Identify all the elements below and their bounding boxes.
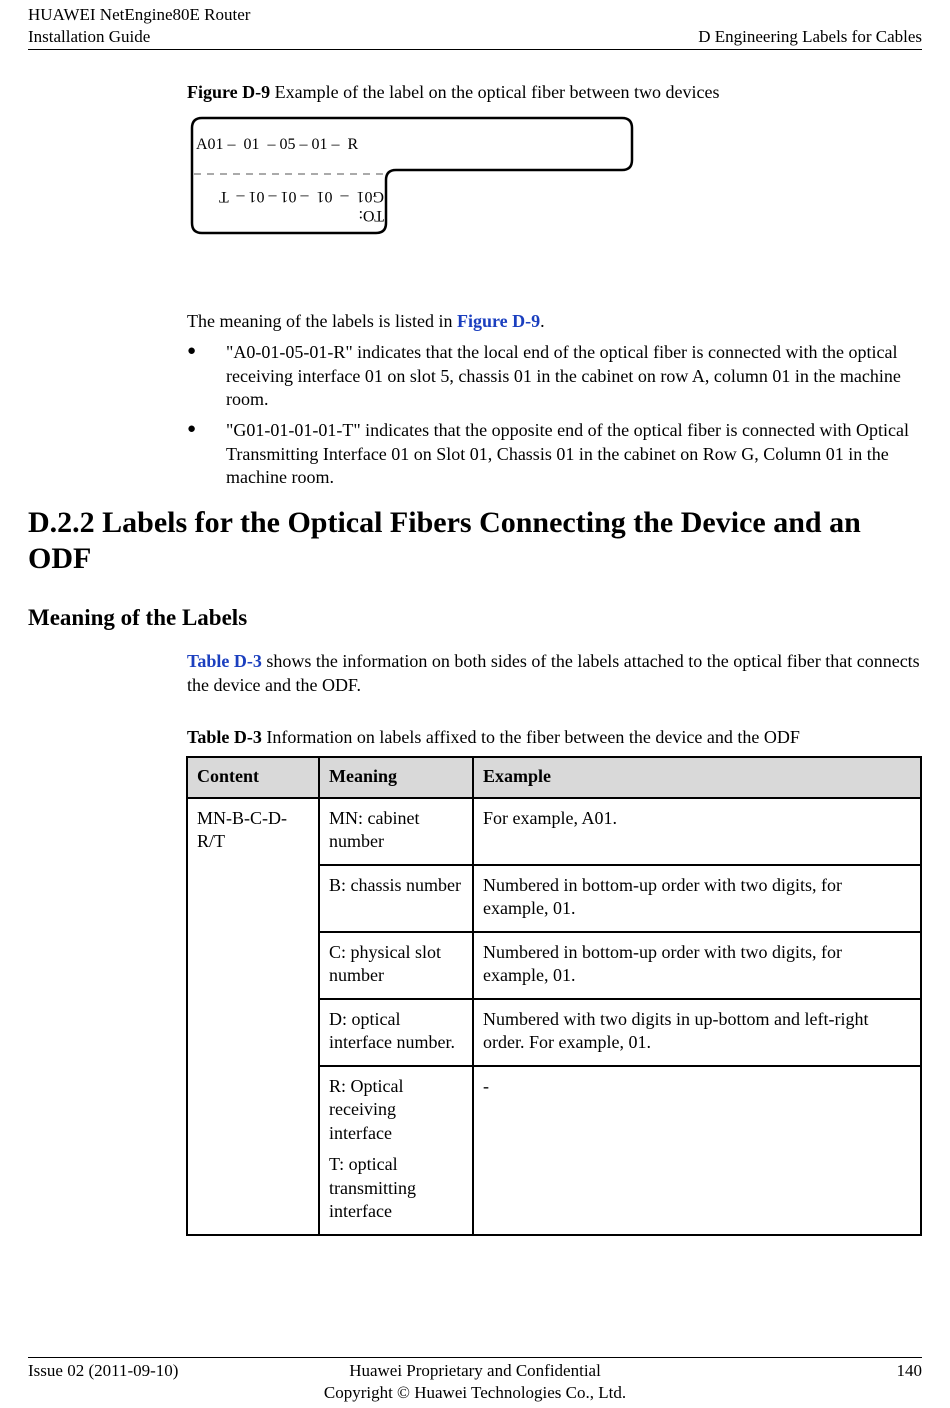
meaning-cell: C: physical slot number [319, 932, 473, 999]
intro-text: The meaning of the labels is listed in [187, 311, 457, 331]
example-cell: For example, A01. [473, 798, 921, 865]
table-header-row [187, 757, 921, 798]
column-header-example: Example [473, 757, 921, 798]
bullet-item-local: "A0-01-05-01-R" indicates that the local end of the optical fiber is connected with the optical receiving interface 01 on slot 5, chassis 01 in the cabinet on row A, column 01 in the machine room. [226, 342, 901, 409]
footer-center [0, 1360, 950, 1404]
meaning-cell: B: chassis number [319, 865, 473, 932]
labels-table [186, 756, 922, 1236]
table-intro-text: shows the information on both sides of the labels attached to the optical fiber that connects the device and the ODF. [187, 651, 920, 695]
label-local-end: A01 – 01 – 05 – 01 – R [196, 136, 359, 153]
figure-caption [187, 82, 720, 103]
table-caption [187, 726, 922, 750]
column-header-meaning: Meaning [319, 757, 473, 798]
figure-link[interactable]: Figure D-9 [456, 311, 541, 331]
table-link[interactable]: Table D-3 [187, 651, 262, 671]
content-value: MN-B-C-D-R/T [197, 807, 287, 851]
figure-caption-text: Example of the label on the optical fiber between two devices [270, 82, 720, 102]
footer-page-number: 140 [896, 1361, 922, 1380]
content-cell [187, 798, 319, 1235]
subsection-heading: Meaning of the Labels [28, 605, 248, 630]
example-cell: Numbered in bottom-up order with two digits, for example, 01. [473, 865, 921, 932]
label-opposite-end-flipped: TO: G01 – 01 – 01 – 01 – T [218, 188, 384, 224]
table-caption-text: Information on labels affixed to the fiber between the device and the ODF [261, 727, 800, 747]
figure-number: Figure D-9 [187, 82, 271, 102]
meaning-receiving: R: Optical receiving interface [329, 1075, 404, 1143]
bullet-dot: ● [187, 421, 197, 437]
example-cell: Numbered with two digits in up-bottom and left-right order. For example, 01. [473, 999, 921, 1066]
bullet-dot: ● [187, 343, 197, 359]
header-product: HUAWEI NetEngine80E Router [28, 5, 251, 24]
section-heading: D.2.2 Labels for the Optical Fibers Connecting the Device and an ODF [28, 506, 861, 575]
table-row [187, 798, 921, 865]
meaning-transmitting: T: optical transmitting interface [329, 1154, 416, 1221]
header-doc-title: Installation Guide [28, 27, 151, 46]
footer-copyright: Copyright © Huawei Technologies Co., Ltd. [323, 1383, 627, 1402]
meaning-cell: MN: cabinet number [319, 798, 473, 865]
meaning-cell: D: optical interface number. [319, 999, 473, 1066]
example-cell: Numbered in bottom-up order with two digits, for example, 01. [473, 932, 921, 999]
fiber-label-figure [186, 115, 636, 237]
table-intro-paragraph [187, 650, 922, 697]
footer-issue: Issue 02 (2011-09-10) [28, 1361, 179, 1380]
header-rule [28, 49, 922, 50]
meaning-cell [319, 1066, 473, 1235]
footer-rule [28, 1357, 922, 1358]
column-header-content: Content [187, 757, 319, 798]
header-chapter: D Engineering Labels for Cables [698, 27, 922, 46]
intro-end: . [540, 311, 545, 331]
intro-paragraph [187, 310, 922, 334]
example-cell: - [473, 1066, 921, 1235]
page-header [28, 4, 922, 48]
bullet-item-opposite: "G01-01-01-01-T" indicates that the opposite end of the optical fiber is connected with Optical Transmitting Interface 01 on Slot 01, Chassis 01 in the cabinet on Row G, Column 01 in the machine room. [226, 420, 909, 487]
table-number: Table D-3 [187, 727, 262, 747]
footer-confidential: Huawei Proprietary and Confidential [349, 1361, 601, 1380]
